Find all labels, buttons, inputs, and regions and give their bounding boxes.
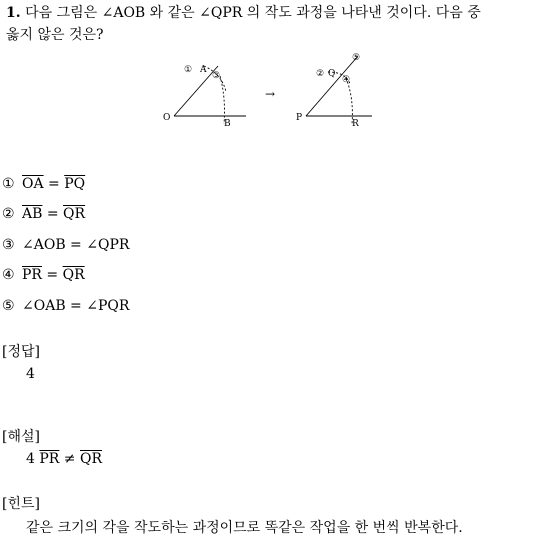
arrow-icon: → xyxy=(265,87,276,101)
hint-text: 같은 크기의 각을 작도하는 과정이므로 똑같은 작업을 한 번씩 반복한다. xyxy=(26,520,463,536)
explanation-rhs: $\overline{QR}$ xyxy=(79,451,103,467)
label-circ1: ① xyxy=(184,65,193,75)
explanation-body xyxy=(26,451,102,467)
arc-3 xyxy=(220,76,225,124)
explanation-heading: [해설] xyxy=(2,429,40,445)
option-lhs: ∠OAB xyxy=(22,298,66,314)
option-mark: ② xyxy=(2,206,15,222)
explanation-number: 4 xyxy=(26,451,35,467)
label-p: P xyxy=(296,113,303,123)
label-circ4: ④ xyxy=(342,75,351,85)
option-lhs: $\overline{OA}$ xyxy=(22,176,44,192)
ray-pq xyxy=(306,56,358,116)
option-operator: = xyxy=(41,267,63,283)
explanation-lhs: $\overline{PR}$ xyxy=(39,451,60,467)
label-circ2: ② xyxy=(316,69,325,79)
label-r: R xyxy=(352,119,359,129)
label-q: Q xyxy=(328,69,336,79)
option-operator: = xyxy=(42,206,64,222)
option-mark: ① xyxy=(2,176,15,192)
option-rhs: $\overline{QR}$ xyxy=(62,267,85,283)
option-mark: ④ xyxy=(2,267,15,283)
answer-value: 4 xyxy=(26,366,35,382)
option-1[interactable] xyxy=(2,176,85,192)
option-lhs: $\overline{AB}$ xyxy=(22,206,43,222)
option-rhs: ∠QPR xyxy=(86,237,130,253)
option-4[interactable] xyxy=(2,267,85,283)
label-circ3: ③ xyxy=(212,71,221,81)
option-3[interactable] xyxy=(2,237,129,253)
option-operator: = xyxy=(65,237,87,253)
left-angle-figure xyxy=(163,65,246,129)
option-rhs: ∠PQR xyxy=(86,298,130,314)
question-stem: 다음 그림은 ∠AOB 와 같은 ∠QPR 의 작도 과정을 나타낸 것이다. 다음 중 xyxy=(25,5,481,21)
label-b: B xyxy=(224,119,231,129)
option-mark: ③ xyxy=(2,237,15,253)
label-a: A xyxy=(200,65,207,75)
option-lhs: $\overline{PR}$ xyxy=(22,267,42,283)
label-circ5: ⑤ xyxy=(352,53,361,63)
option-operator: = xyxy=(65,298,87,314)
explanation-operator: ≠ xyxy=(59,451,80,467)
option-rhs: $\overline{PQ}$ xyxy=(64,176,86,192)
question-number: 1. xyxy=(6,5,21,21)
option-2[interactable] xyxy=(2,206,85,222)
option-lhs: ∠AOB xyxy=(22,237,66,253)
question-text-line1 xyxy=(6,2,481,22)
label-o: O xyxy=(163,113,171,123)
question-text-line2: 옳지 않은 것은? xyxy=(6,27,104,43)
option-operator: = xyxy=(43,176,65,192)
option-5[interactable] xyxy=(2,298,129,314)
construction-figure xyxy=(160,48,380,134)
option-rhs: $\overline{QR}$ xyxy=(63,206,86,222)
right-angle-figure xyxy=(296,53,372,129)
hint-heading: [힌트] xyxy=(2,496,40,512)
answer-heading: [정답] xyxy=(2,344,40,360)
option-mark: ⑤ xyxy=(2,298,15,314)
